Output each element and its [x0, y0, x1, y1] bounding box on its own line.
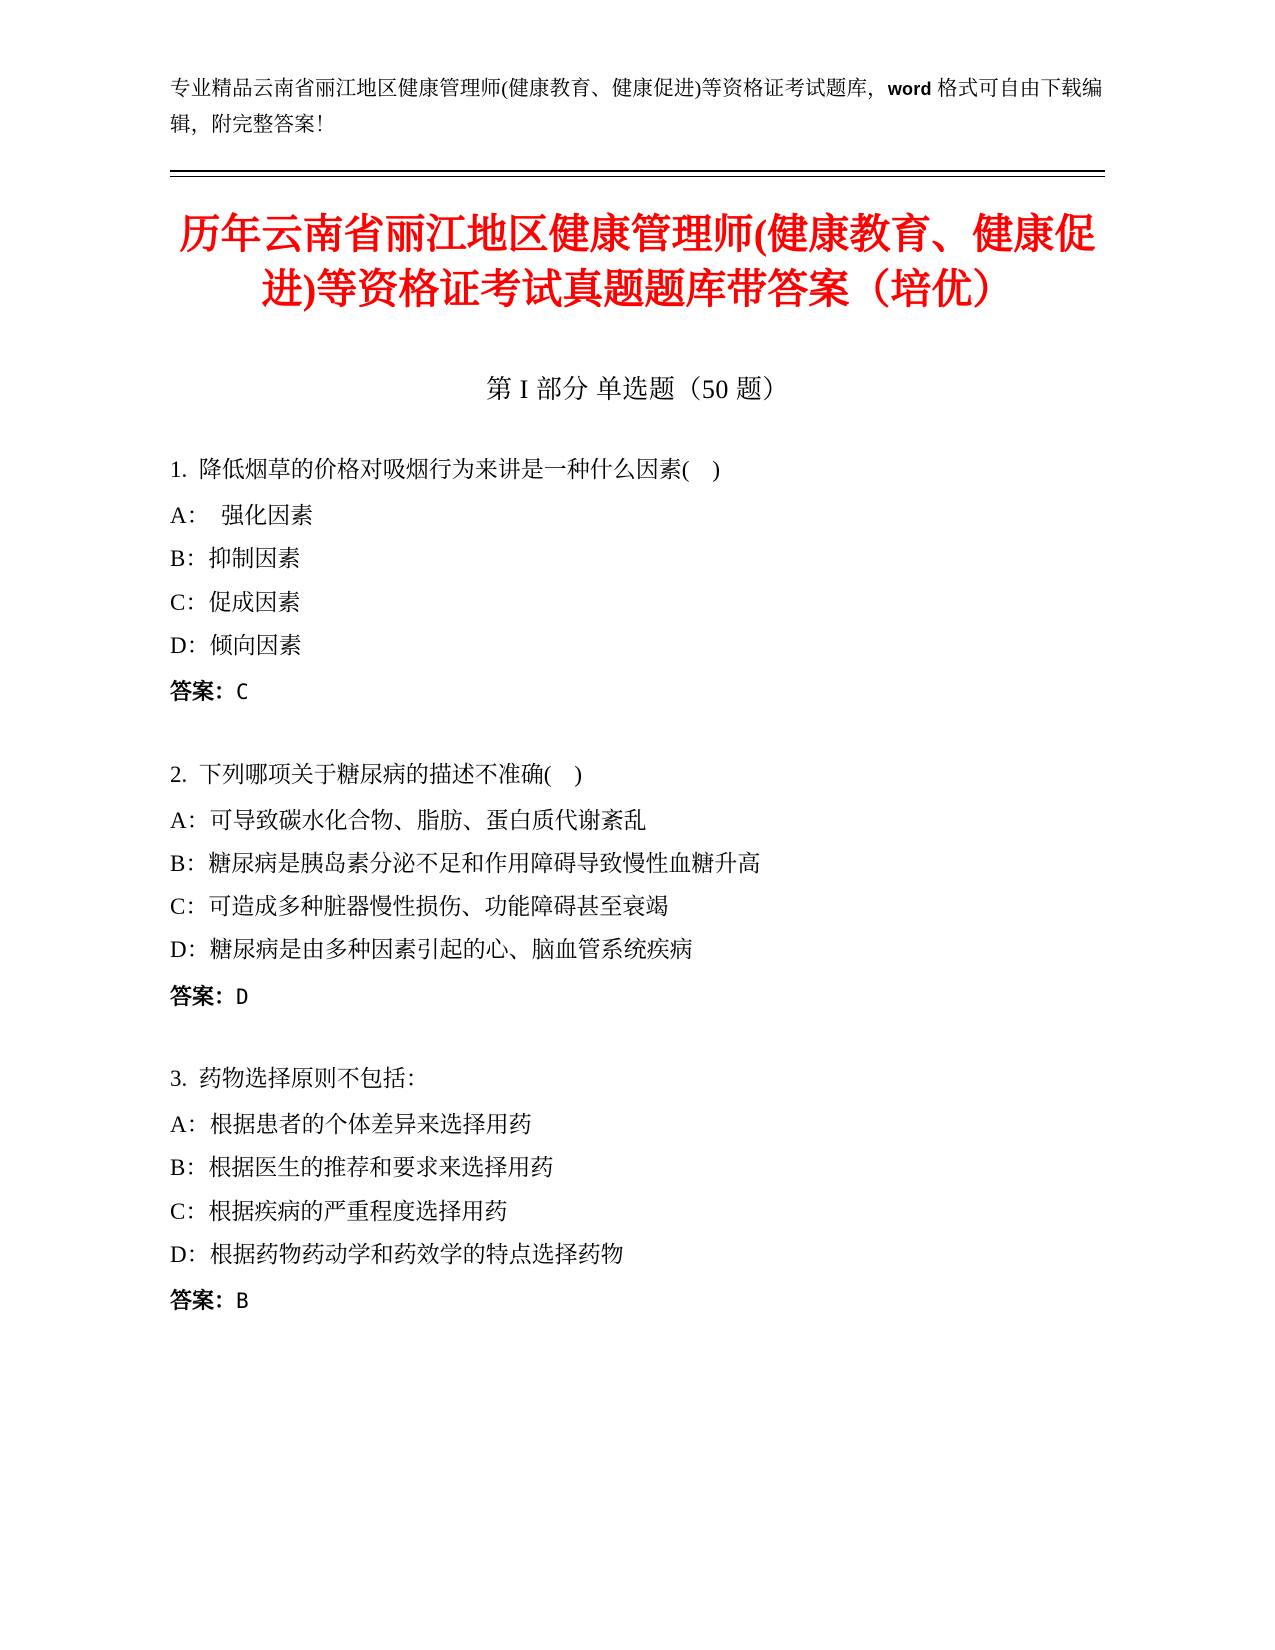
- question-option: B：根据医生的推荐和要求来选择用药: [170, 1155, 554, 1181]
- answer-value: C: [236, 680, 249, 705]
- question-option: A：根据患者的个体差异来选择用药: [170, 1112, 532, 1138]
- horizontal-divider: [170, 170, 1105, 177]
- answer-label: 答案：: [170, 679, 237, 705]
- question-item: [170, 753, 1105, 1018]
- question-stem: 3. 药物选择原则不包括：: [170, 1066, 429, 1092]
- question-option: C：可造成多种脏器慢性损伤、功能障碍甚至衰竭: [170, 894, 669, 920]
- header-note-line1: 专业精品云南省丽江地区健康管理师(健康教育、健康促进)等资格证考试题库，: [170, 78, 888, 100]
- answer-value: B: [236, 1289, 249, 1314]
- question-item: [170, 448, 1105, 713]
- question-option: B：抑制因素: [170, 546, 301, 572]
- question-option: B：糖尿病是胰岛素分泌不足和作用障碍导致慢性血糖升高: [170, 850, 761, 876]
- section-heading: 第 I 部分 单选题（50 题）: [486, 375, 789, 405]
- question-option: A：可导致碳水化合物、脂肪、蛋白质代谢紊乱: [170, 807, 647, 833]
- question-option: C：根据疾病的严重程度选择用药: [170, 1198, 508, 1224]
- question-option: D：根据药物药动学和药效学的特点选择药物: [170, 1241, 624, 1267]
- question-option: D：倾向因素: [170, 632, 302, 658]
- question-option: A： 强化因素: [170, 503, 314, 529]
- question-item: [170, 1057, 1105, 1322]
- answer-value: D: [236, 984, 249, 1009]
- question-stem: 1. 降低烟草的价格对吸烟行为来讲是一种什么因素( ): [170, 457, 721, 483]
- header-note-line2: 格式可自由下载编辑，附完整答案！: [170, 78, 1103, 136]
- header-note-word: word: [887, 79, 932, 99]
- answer-label: 答案：: [170, 983, 237, 1009]
- question-stem: 2. 下列哪项关于糖尿病的描述不准确( ): [170, 761, 583, 787]
- question-option: C：促成因素: [170, 589, 301, 615]
- question-answer: [170, 1280, 1105, 1322]
- header-note: [170, 72, 1105, 144]
- question-answer: [170, 976, 1105, 1018]
- question-answer: [170, 671, 1105, 713]
- question-list: [170, 448, 1105, 1322]
- question-option: D：糖尿病是由多种因素引起的心、脑血管系统疾病: [170, 937, 693, 963]
- page-title: 历年云南省丽江地区健康管理师(健康教育、健康促进)等资格证考试真题题库带答案（培优）: [179, 210, 1096, 313]
- answer-label: 答案：: [170, 1288, 237, 1314]
